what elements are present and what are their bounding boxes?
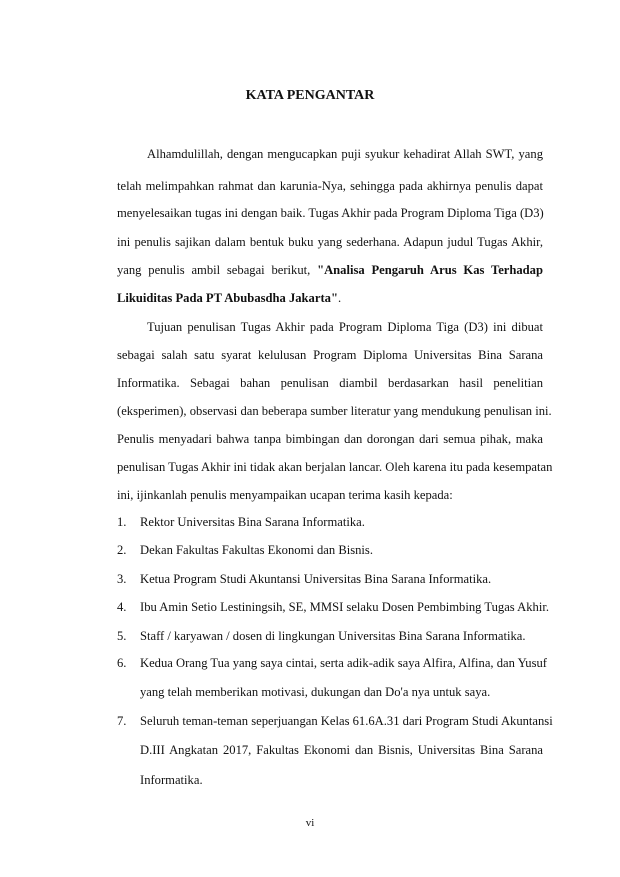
paragraph-2-line-6: penulisan Tugas Akhir ini tidak akan berjalan lancar. Oleh karena itu pada kesempatan	[117, 460, 553, 474]
paragraph-1-line-6-end: .	[337, 291, 342, 305]
paragraph-2-line-2: sebagai salah satu syarat kelulusan Program Diploma Universitas Bina Sarana	[117, 348, 543, 362]
page-title: KATA PENGANTAR	[245, 88, 375, 103]
list-item-7-line-3: Informatika.	[140, 773, 203, 787]
list-number-5: 5.	[117, 629, 127, 643]
list-number-6: 6.	[117, 656, 127, 670]
thesis-title-part-1: "Analisa Pengaruh Arus Kas Terhadap	[317, 263, 543, 277]
list-item-6-line-1: Kedua Orang Tua yang saya cintai, serta adik-adik saya Alfira, Alfina, dan Yusuf	[140, 656, 547, 670]
list-item-5: Staff / karyawan / dosen di lingkungan Universitas Bina Sarana Informatika.	[140, 629, 526, 643]
paragraph-1-line-5-text: yang penulis ambil sebagai berikut,	[117, 263, 311, 277]
paragraph-1-line-3: menyelesaikan tugas ini dengan baik. Tugas Akhir pada Program Diploma Tiga (D3)	[117, 206, 544, 220]
paragraph-2-line-5: Penulis menyadari bahwa tanpa bimbingan dan dorongan dari semua pihak, maka	[117, 432, 543, 446]
list-number-3: 3.	[117, 572, 127, 586]
list-item-6-line-2: yang telah memberikan motivasi, dukungan dan Do'a nya untuk saya.	[140, 685, 491, 699]
paragraph-1-line-5	[117, 261, 543, 279]
list-item-4: Ibu Amin Setio Lestiningsih, SE, MMSI selaku Dosen Pembimbing Tugas Akhir.	[140, 600, 549, 614]
list-item-7-line-2: D.III Angkatan 2017, Fakultas Ekonomi dan Bisnis, Universitas Bina Sarana	[140, 743, 543, 757]
paragraph-2-line-1: Tujuan penulisan Tugas Akhir pada Program Diploma Tiga (D3) ini dibuat	[147, 320, 543, 334]
list-item-3: Ketua Program Studi Akuntansi Universitas Bina Sarana Informatika.	[140, 572, 492, 586]
paragraph-1-line-6	[117, 289, 543, 307]
list-number-1: 1.	[117, 515, 127, 529]
list-item-1: Rektor Universitas Bina Sarana Informatika.	[140, 515, 365, 529]
list-item-7-line-1: Seluruh teman-teman seperjuangan Kelas 61.6A.31 dari Program Studi Akuntansi	[140, 714, 553, 728]
paragraph-2-line-7: ini, ijinkanlah penulis menyampaikan ucapan terima kasih kepada:	[117, 488, 453, 502]
paragraph-2-line-4: (eksperimen), observasi dan beberapa sumber literatur yang mendukung penulisan ini.	[117, 404, 552, 418]
thesis-title-part-2: Likuiditas Pada PT Abubasdha Jakarta"	[117, 291, 338, 305]
paragraph-1-line-1: Alhamdulillah, dengan mengucapkan puji syukur kehadirat Allah SWT, yang	[147, 147, 543, 161]
page-number: vi	[305, 817, 315, 829]
paragraph-2-line-3: Informatika. Sebagai bahan penulisan diambil berdasarkan hasil penelitian	[117, 376, 543, 390]
list-number-4: 4.	[117, 600, 127, 614]
paragraph-1-line-2: telah melimpahkan rahmat dan karunia-Nya, sehingga pada akhirnya penulis dapat	[117, 179, 543, 193]
list-number-7: 7.	[117, 714, 127, 728]
list-item-2: Dekan Fakultas Fakultas Ekonomi dan Bisnis.	[140, 543, 373, 557]
paragraph-1-line-4: ini penulis sajikan dalam bentuk buku yang sederhana. Adapun judul Tugas Akhir,	[117, 235, 543, 249]
list-number-2: 2.	[117, 543, 127, 557]
